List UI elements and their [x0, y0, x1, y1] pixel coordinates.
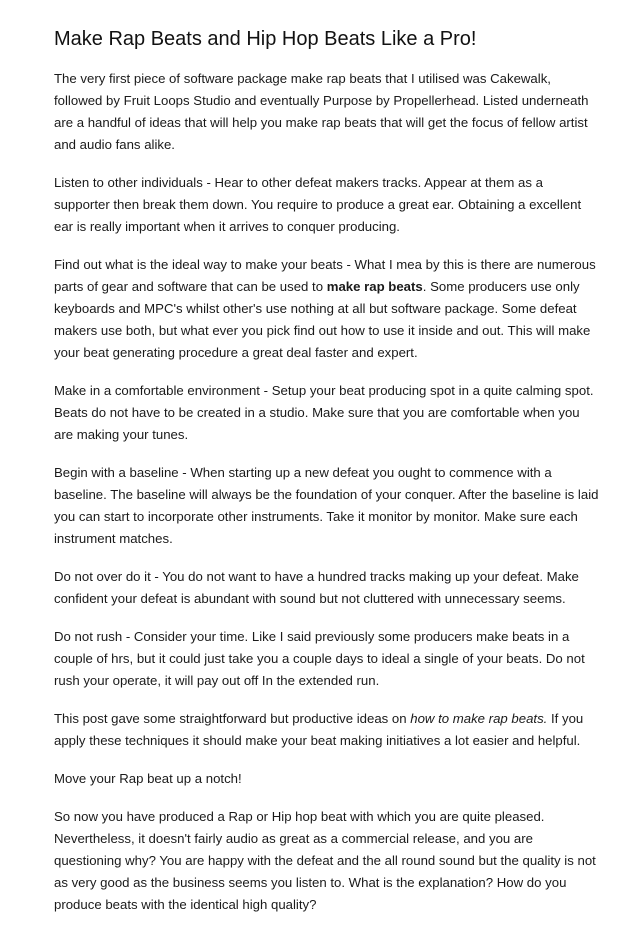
paragraph-listen: Listen to other individuals - Hear to other defeat makers tracks. Appear at them as a supporter then break them down. You require to produce a great ear. Obtaining a excellent ear is really important when it arrives to conquer producing. [54, 175, 582, 234]
paragraph-rush: Do not rush - Consider your time. Like I said previously some producers make beats in a couple of hrs, but it could just take you a couple days to ideal a single of your beats. Do not rush your operate, it will pay out off In the extended run. [54, 629, 585, 688]
document-page [54, 26, 600, 932]
paragraph-summary-text-start: This post gave some straightforward but productive ideas on [54, 711, 411, 726]
keyword-how-to-make-rap-beats: how to make rap beats. [410, 711, 548, 726]
paragraph-baseline: Begin with a baseline - When starting up a new defeat you ought to commence with a baseline. The baseline will always be the foundation of your conquer. After the baseline is laid you can start to incorporate other instruments. Take it monitor by monitor. Make sure each instrument matches. [54, 465, 599, 546]
paragraph-find-out-text-end: . Some producers use only keyboards and MPC's whilst other's use nothing at all but software package. Some defeat makers use both, but what ever you pick find out how to use it inside and out. This will make your beat generating procedure a great deal faster and expert. [54, 279, 591, 360]
keyword-make-rap-beats: make rap beats [326, 279, 423, 294]
paragraph-summary [54, 708, 600, 752]
page-title: Make Rap Beats and Hip Hop Beats Like a Pro! [54, 28, 477, 50]
paragraph-find-out [54, 254, 600, 364]
paragraph-over-do: Do not over do it - You do not want to have a hundred tracks making up your defeat. Make confident your defeat is abundant with sound but not cluttered with unnecessary seems. [54, 569, 579, 606]
paragraph-environment: Make in a comfortable environment - Setup your beat producing spot in a quite calming spot. Beats do not have to be created in a studio. Make sure that you are comfortable when you are making your tunes. [54, 383, 594, 442]
paragraph-find-out-text-start: Find out what is the ideal way to make your beats - What I mea by this is there are numerous parts of gear and software that can be used to [54, 257, 596, 294]
paragraph-summary-text-end: If you apply these techniques it should make your beat making initiatives a lot easier and helpful. [54, 711, 584, 748]
paragraph-intro: The very first piece of software package make rap beats that I utilised was Cakewalk, followed by Fruit Loops Studio and eventually Purpose by Propellerhead. Listed underneath are a handful of ideas that will help you make rap beats that will get the focus of fellow artist and audio fans alike. [54, 71, 589, 152]
paragraph-notch: Move your Rap beat up a notch! [54, 771, 242, 786]
paragraph-quality: So now you have produced a Rap or Hip hop beat with which you are quite pleased. Nevertheless, it doesn't fairly audio as great as a commercial release, and you are questioning why? You are happy with the defeat and the all round sound but the quality is not as very good as the business seems you listen to. What is the explanation? How do you produce beats with the identical high quality? [54, 809, 596, 912]
